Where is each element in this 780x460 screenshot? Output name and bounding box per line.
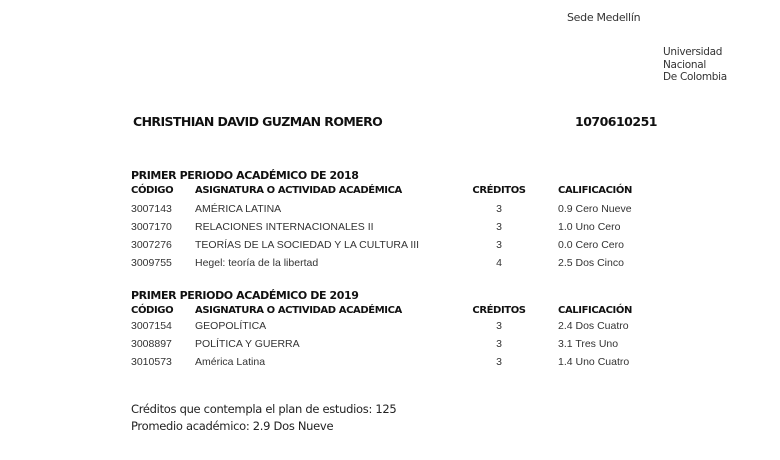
campus-label: Sede Medellín <box>567 11 641 24</box>
course-code: 3007170 <box>131 221 172 233</box>
course-grade: 1.4 Uno Cuatro <box>558 356 630 368</box>
course-grade: 3.1 Tres Uno <box>558 338 619 350</box>
course-credits: 3 <box>496 221 502 233</box>
period-title: PRIMER PERIODO ACADÉMICO DE 2018 <box>131 169 359 182</box>
course-subject: AMÉRICA LATINA <box>195 203 282 215</box>
course-credits: 3 <box>496 338 502 350</box>
university-name <box>663 46 727 84</box>
course-subject: América Latina <box>195 356 266 368</box>
course-grade: 0.9 Cero Nueve <box>558 203 632 215</box>
course-code: 3008897 <box>131 338 172 350</box>
academic-average-summary: Promedio académico: 2.9 Dos Nueve <box>131 419 334 433</box>
course-code: 3007143 <box>131 203 172 215</box>
course-code: 3007276 <box>131 239 172 251</box>
course-grade: 2.5 Dos Cinco <box>558 257 624 269</box>
course-subject: GEOPOLÍTICA <box>195 320 267 332</box>
course-code: 3007154 <box>131 320 172 332</box>
course-grade: 1.0 Uno Cero <box>558 221 621 233</box>
course-subject: Hegel: teoría de la libertad <box>195 257 319 269</box>
column-header-code: CÓDIGO <box>131 305 174 316</box>
course-credits: 3 <box>496 203 502 215</box>
period-title: PRIMER PERIODO ACADÉMICO DE 2019 <box>131 289 359 302</box>
column-header-subject: ASIGNATURA O ACTIVIDAD ACADÉMICA <box>195 305 402 316</box>
course-credits: 3 <box>496 239 502 251</box>
university-line-2: Nacional <box>663 58 707 71</box>
column-header-grade: CALIFICACIÓN <box>558 185 632 196</box>
course-credits: 3 <box>496 320 502 332</box>
plan-credits-summary: Créditos que contempla el plan de estudios: 125 <box>131 402 397 416</box>
course-credits: 3 <box>496 356 502 368</box>
course-grade: 2.4 Dos Cuatro <box>558 320 629 332</box>
course-subject: RELACIONES INTERNACIONALES II <box>195 221 374 233</box>
column-header-grade: CALIFICACIÓN <box>558 305 632 316</box>
university-line-1: Universidad <box>663 46 723 58</box>
course-subject: POLÍTICA Y GUERRA <box>195 338 300 350</box>
column-header-credits: CRÉDITOS <box>472 185 526 196</box>
university-line-3: De Colombia <box>663 71 727 83</box>
column-header-code: CÓDIGO <box>131 185 174 196</box>
course-code: 3010573 <box>131 356 172 368</box>
course-subject: TEORÍAS DE LA SOCIEDAD Y LA CULTURA III <box>195 239 420 251</box>
course-code: 3009755 <box>131 257 172 269</box>
student-name: CHRISTHIAN DAVID GUZMAN ROMERO <box>133 114 383 129</box>
course-grade: 0.0 Cero Cero <box>558 239 624 251</box>
course-credits: 4 <box>496 257 502 269</box>
column-header-credits: CRÉDITOS <box>472 305 526 316</box>
column-header-subject: ASIGNATURA O ACTIVIDAD ACADÉMICA <box>195 185 402 196</box>
student-id: 1070610251 <box>575 114 657 129</box>
